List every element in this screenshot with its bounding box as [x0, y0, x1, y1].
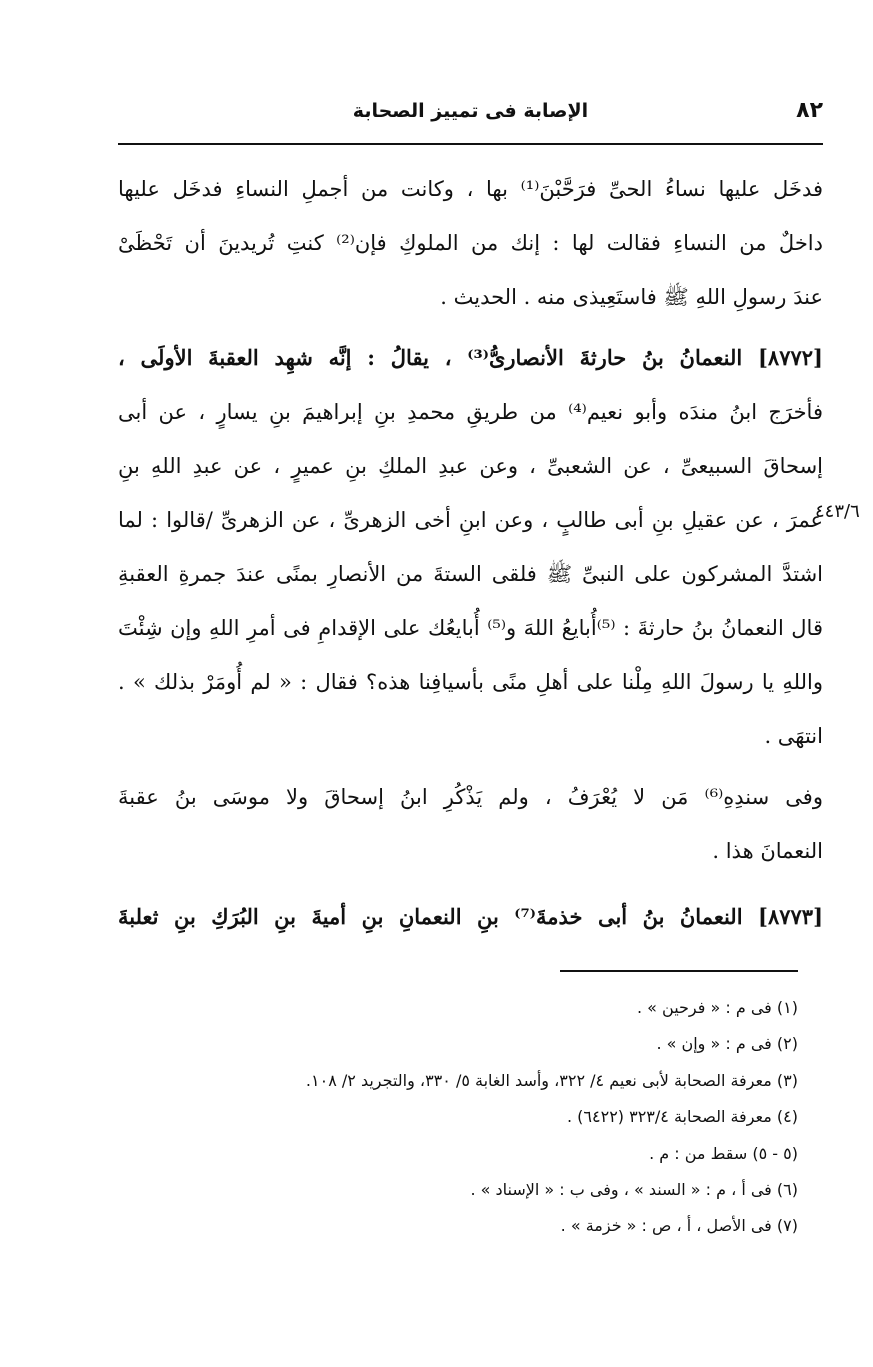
text-line: إسحاقَ السبيعىِّ ، عن الشعبىِّ ، وعن عبدِ الملكِ بنِ عميرٍ ، عن عبدِ اللهِ بنِ: [118, 454, 823, 478]
footnote-rule: [560, 970, 798, 972]
text-line: واللهِ يا رسولَ اللهِ مِلْنا على أهلِ منًى بأسيافِنا هذه؟ فقال : « لم أُومَرْ بذلك » .: [118, 670, 823, 694]
text-line: قال النعمانُ بنُ حارثةَ : ⁽⁵⁾أُبايعُ اللهَ و⁽⁵⁾ أُبايعُك على الإقدامِ فى أمرِ اللهِ وإن شِئْتَ: [118, 616, 823, 640]
text-line: عندَ رسولِ اللهِ ﷺ فاستَعِيذى منه . الحديث .: [440, 285, 823, 309]
text-line: انتهَى .: [764, 724, 823, 748]
header-rule: [118, 143, 823, 145]
main-text: [118, 162, 823, 944]
text-line: فدخَل عليها نساءُ الحىِّ فرَحَّبْنَ⁽¹⁾ بها ، وكانت من أجملِ النساءِ فدخَل عليها: [118, 177, 823, 201]
footnote-6: (٦) فى أ ، م : « السند » ، وفى ب : « الإسناد » .: [470, 1179, 798, 1199]
text-line: عمرَ ، عن عقيلِ بنِ أبى طالبٍ ، وعن ابنِ أخى الزهرىِّ ، عن الزهرىِّ /قالوا : لما: [118, 508, 823, 532]
margin-reference: ٤٤٣/٦: [815, 501, 860, 522]
text-line: وفى سندِهِ⁽⁶⁾ مَن لا يُعْرَفُ ، ولم يَذْكُرِ ابنُ إسحاقَ ولا موسَى بنُ عقبةَ: [118, 785, 823, 809]
text-line: داخلٌ من النساءِ فقالت لها : إنك من الملوكِ فإن⁽²⁾ كنتِ تُريدينَ أن تَحْظَىْ: [118, 231, 823, 255]
text-line: اشتدَّ المشركون على النبىِّ ﷺ فلقى الستةَ من الأنصارِ بمنًى عندَ جمرةِ العقبةِ: [118, 562, 823, 586]
entry-heading-8773: [٨٧٧٣] النعمانُ بنُ أبى خذمةَ⁽⁷⁾ بنِ النعمانِ بنِ أميةَ بنِ البُرَكِ بنِ ثعلبةَ: [118, 904, 823, 929]
footnote-2: (٢) فى م : « وإن » .: [656, 1034, 798, 1054]
entry-heading-8772: [٨٧٧٢] النعمانُ بنُ حارثةَ الأنصارىُّ⁽³⁾ ، يقالُ : إنَّه شهِد العقبةَ الأولَى ،: [118, 345, 823, 370]
footnote-5: (٥ - ٥) سقط من : م .: [649, 1143, 798, 1163]
text-line: فأخرَج ابنُ مندَه وأبو نعيم⁽⁴⁾ من طريقِ محمدِ بنِ إبراهيمَ بنِ يسارٍ ، عن أبى: [118, 400, 823, 424]
text-line: النعمانَ هذا .: [712, 839, 823, 863]
running-title: الإصابة فى تمييز الصحابة: [352, 100, 589, 122]
footnote-1: (١) فى م : « فرحين » .: [636, 998, 798, 1017]
footnote-4: (٤) معرفة الصحابة ٣٢٣/٤ (٦٤٢٢) .: [566, 1107, 798, 1127]
page-header: [118, 98, 823, 132]
page-number: ٨٢: [796, 98, 823, 123]
footnote-7: (٧) فى الأصل ، أ ، ص : « خزمة » .: [560, 1216, 798, 1236]
footnote-3: (٣) معرفة الصحابة لأبى نعيم ٤/ ٣٢٢، وأسد الغابة ٥/ ٣٣٠، والتجريد ٢/ ١٠٨.: [305, 1070, 798, 1090]
footnotes: [170, 990, 798, 1245]
